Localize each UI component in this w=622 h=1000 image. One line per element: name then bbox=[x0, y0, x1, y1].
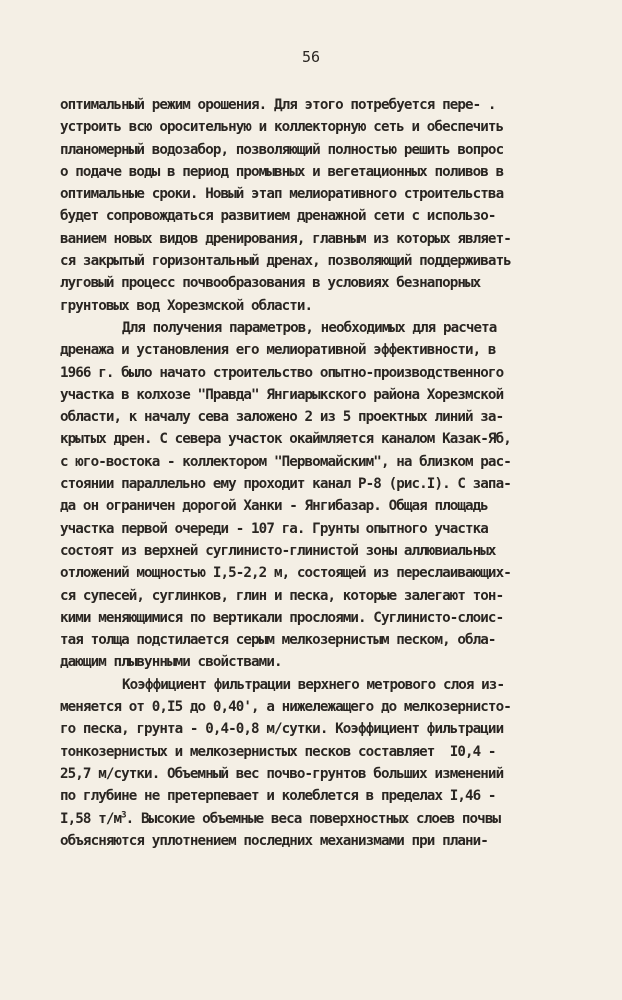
text-line: будет сопровождаться развитием дренажной сети с использо- bbox=[60, 208, 496, 225]
text-line: устроить всю оросительную и коллекторную сеть и обеспечить bbox=[60, 119, 504, 136]
text-line: стоянии параллельно ему проходит канал Р-8 (рис.I). С запа- bbox=[60, 476, 511, 493]
text-line: дренажа и установления его мелиоративной эффективности, в bbox=[60, 342, 496, 359]
text-line: кими меняющимися по вертикали прослоями. Суглинисто-слоис- bbox=[60, 609, 504, 626]
body-text bbox=[60, 94, 580, 852]
text-line: ванием новых видов дренирования, главным из которых являет- bbox=[60, 230, 511, 247]
text-line: тая толща подстилается серым мелкозернистым песком, обла- bbox=[60, 632, 496, 649]
paragraph-1 bbox=[60, 94, 580, 317]
text-line: го песка, грунта - 0,4-0,8 м/сутки. Коэффициент фильтрации bbox=[60, 721, 504, 738]
text-line: тонкозернистых и мелкозернистых песков составляет I0,4 - bbox=[60, 743, 496, 760]
text-line-with-superscript bbox=[60, 808, 580, 830]
text-line: объясняются уплотнением последних механизмами при плани- bbox=[60, 832, 488, 849]
text-line: 25,7 м/сутки. Объемный вес почво-грунтов больших изменений bbox=[60, 765, 504, 782]
text-line: меняется от 0,I5 до 0,40', а нижележащего до мелкозернисто- bbox=[60, 699, 511, 716]
text-line: грунтовых вод Хорезмской области. bbox=[60, 297, 313, 314]
paragraph-3 bbox=[60, 674, 580, 852]
text-line: о подаче воды в период промывных и вегетационных поливов в bbox=[60, 163, 504, 180]
text-line: 1966 г. было начато строительство опытно-производственного bbox=[60, 364, 504, 381]
text-line-end: . Высокие объемные веса поверхностных слоев почвы bbox=[125, 810, 501, 827]
text-line: луговый процесс почвообразования в условиях безнапорных bbox=[60, 275, 481, 292]
text-line: по глубине не претерпевает и колеблется в пределах I,46 - bbox=[60, 788, 496, 805]
text-line: ся супесей, суглинков, глин и песка, которые залегают тон- bbox=[60, 587, 504, 604]
text-line: области, к началу сева заложено 2 из 5 проектных линий за- bbox=[60, 409, 504, 426]
text-line: Коэффициент фильтрации верхнего метрового слоя из- bbox=[122, 676, 505, 693]
text-line: участка в колхозе "Правда" Янгиарыкского района Хорезмской bbox=[60, 386, 504, 403]
superscript-cubed: 3 bbox=[121, 809, 126, 820]
text-line: планомерный водозабор, позволяющий полностью решить вопрос bbox=[60, 141, 504, 158]
text-line: да он ограничен дорогой Ханки - Янгибазар. Общая площадь bbox=[60, 498, 488, 515]
text-line: крытых дрен. С севера участок окаймляется каналом Казак-Яб, bbox=[60, 431, 511, 448]
text-line: оптимальный режим орошения. Для этого потребуется пере- . bbox=[60, 97, 496, 113]
text-line: оптимальные сроки. Новый этап мелиоративного строительства bbox=[60, 186, 504, 203]
text-line: отложений мощностью I,5-2,2 м, состоящей из переслаивающих- bbox=[60, 565, 511, 582]
text-line: с юго-востока - коллектором "Первомайским", на близком рас- bbox=[60, 453, 511, 470]
text-line-start: I,58 т/м bbox=[60, 810, 122, 827]
page-number: 56 bbox=[301, 48, 321, 66]
text-line: ся закрытый горизонтальный дренах, позволяющий поддерживать bbox=[60, 253, 511, 270]
text-line: дающим плывунными свойствами. bbox=[60, 654, 282, 671]
text-line: состоят из верхней суглинисто-глинистой зоны аллювиальных bbox=[60, 542, 496, 559]
paragraph-2 bbox=[60, 317, 580, 674]
text-line: участка первой очереди - 107 га. Грунты опытного участка bbox=[60, 520, 488, 537]
text-line: Для получения параметров, необходимых для расчета bbox=[122, 319, 497, 336]
